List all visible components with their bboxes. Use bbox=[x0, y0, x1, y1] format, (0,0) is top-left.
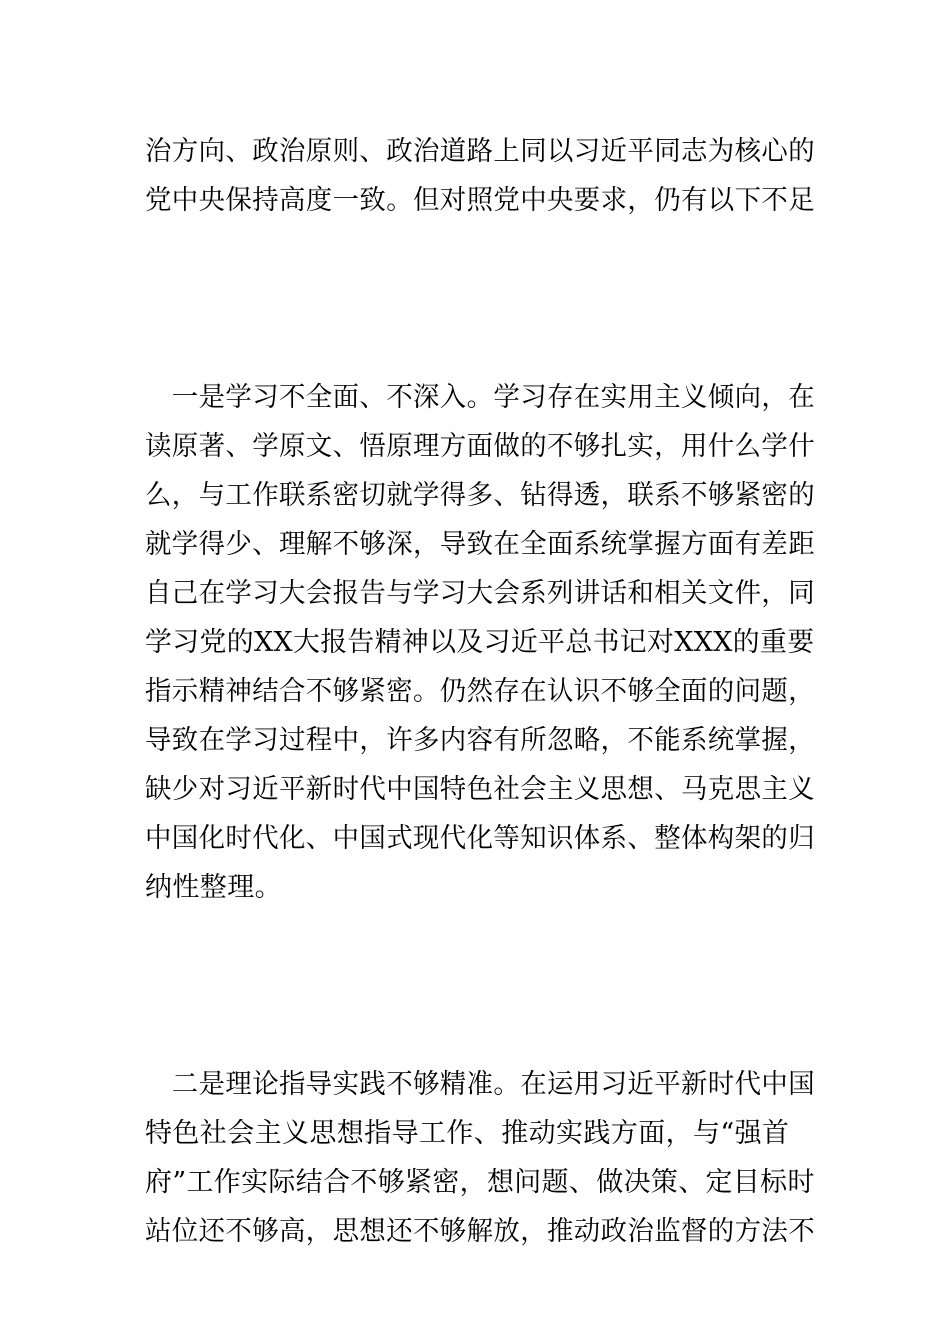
text-line: 学习党的XX大报告精神以及习近平总书记对XXX的重要 bbox=[145, 627, 815, 658]
text-line: 府”工作实际结合不够紧密，想问题、做决策、定目标时 bbox=[145, 1167, 815, 1198]
text-line: 就学得少、理解不够深，导致在全面系统掌握方面有差距 bbox=[145, 529, 815, 560]
text-line: 特色社会主义思想指导工作、推动实践方面，与“强首 bbox=[145, 1118, 790, 1149]
text-line: 治方向、政治原则、政治道路上同以习近平同志为核心的 bbox=[145, 136, 815, 167]
text-line: 一是学习不全面、不深入。学习存在实用主义倾向，在 bbox=[145, 382, 815, 413]
text-line: 站位还不够高，思想还不够解放，推动政治监督的方法不 bbox=[145, 1216, 815, 1247]
text-line: 党中央保持高度一致。但对照党中央要求，仍有以下不足 bbox=[145, 185, 815, 216]
text-line: 么，与工作联系密切就学得多、钻得透，联系不够紧密的 bbox=[145, 480, 815, 511]
text-line: 中国化时代化、中国式现代化等知识体系、整体构架的归 bbox=[145, 823, 815, 854]
text-line: 指示精神结合不够紧密。仍然存在认识不够全面的问题， bbox=[145, 676, 815, 707]
text-line: 二是理论指导实践不够精准。在运用习近平新时代中国 bbox=[145, 1069, 815, 1100]
text-line: 缺少对习近平新时代中国特色社会主义思想、马克思主义 bbox=[145, 774, 815, 805]
text-line: 纳性整理。 bbox=[145, 872, 282, 903]
text-line: 导致在学习过程中，许多内容有所忽略，不能系统掌握， bbox=[145, 725, 815, 756]
text-line: 读原著、学原文、悟原理方面做的不够扎实，用什么学什 bbox=[145, 431, 815, 462]
text-line: 自己在学习大会报告与学习大会系列讲话和相关文件，同 bbox=[145, 578, 815, 609]
